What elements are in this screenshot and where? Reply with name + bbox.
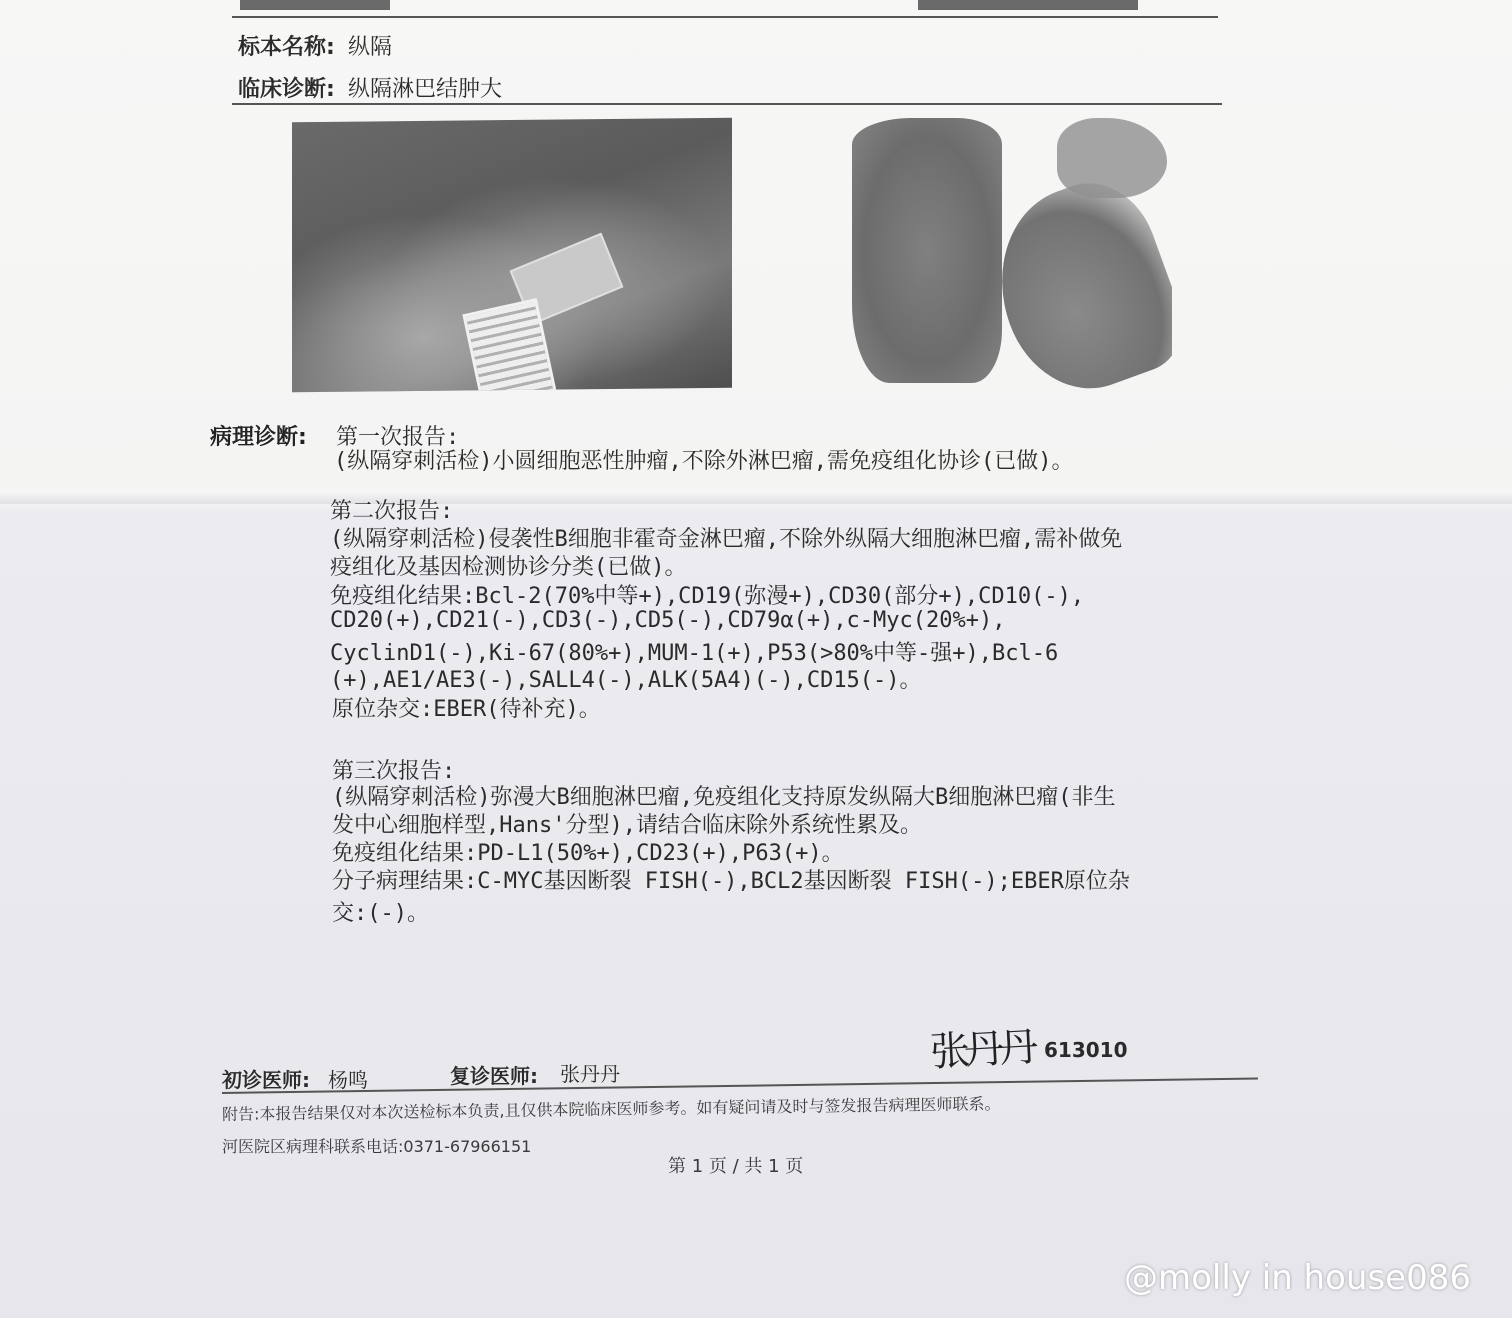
initial-doctor-name: 杨鸣 (328, 1068, 368, 1092)
header-rule-top (232, 16, 1218, 18)
tissue-fragment-photo (973, 166, 1172, 390)
report3-line: (纵隔穿刺活检)弥漫大B细胞淋巴瘤,免疫组化支持原发纵隔大B细胞淋巴瘤(非生 (332, 785, 1116, 810)
report2-line: 疫组化及基因检测协诊分类(已做)。 (330, 555, 687, 580)
report2-title: 第二次报告: (330, 499, 454, 524)
pathology-diagnosis-label: 病理诊断: (210, 425, 307, 450)
histology-photo (852, 118, 1172, 390)
handwritten-signature: 张丹丹 (929, 1024, 1034, 1076)
review-doctor-label: 复诊医师: (450, 1064, 538, 1088)
report1-title: 第一次报告: (336, 425, 460, 450)
review-doctor-name: 张丹丹 (560, 1062, 620, 1086)
specimen-label: 标本名称: (238, 35, 335, 60)
footer-contact: 河医院区病理科联系电话:0371-67966151 (222, 1137, 532, 1156)
report3-line: 交:(-)。 (332, 901, 429, 926)
initial-doctor-label: 初诊医师: (222, 1068, 310, 1092)
signature-code: 613010 (1044, 1038, 1128, 1062)
report3-line: 发中心细胞样型,Hans'分型),请结合临床除外系统性累及。 (332, 813, 922, 838)
specimen-value: 纵隔 (348, 35, 393, 60)
header-rule-bottom (232, 103, 1222, 105)
report1-line: (纵隔穿刺活检)小圆细胞恶性肿瘤,不除外淋巴瘤,需免疫组化协诊(已做)。 (334, 449, 1074, 474)
report2-line: (+),AE1/AE3(-),SALL4(-),ALK(5A4)(-),CD15(-)。 (330, 668, 922, 693)
paper-fold (0, 490, 1512, 504)
footer-disclaimer: 附告:本报告结果仅对本次送检标本负责,且仅供本院临床医师参考。如有疑问请及时与签发报告病理医师联系。 (221, 1094, 1001, 1124)
cutoff-header-right (918, 0, 1138, 10)
report2-line: CD20(+),CD21(-),CD3(-),CD5(-),CD79α(+),c-Myc(20%+), (330, 608, 1006, 633)
clinical-label: 临床诊断: (238, 77, 335, 102)
clinical-value: 纵隔淋巴结肿大 (348, 77, 503, 102)
tissue-section-photo (852, 118, 1002, 383)
report2-line: 原位杂交:EBER(待补充)。 (332, 697, 601, 722)
watermark: @molly in house086 (1124, 1258, 1471, 1298)
report2-line: 免疫组化结果:Bcl-2(70%中等+),CD19(弥漫+),CD30(部分+),CD10(-), (330, 584, 1085, 609)
report3-line: 免疫组化结果:PD-L1(50%+),CD23(+),P63(+)。 (332, 841, 844, 866)
page-number: 第 1 页 / 共 1 页 (668, 1156, 804, 1177)
report2-line: (纵隔穿刺活检)侵袭性B细胞非霍奇金淋巴瘤,不除外纵隔大细胞淋巴瘤,需补做免 (330, 527, 1123, 552)
specimen-slide-photo (292, 118, 732, 393)
report2-line: CyclinD1(-),Ki-67(80%+),MUM-1(+),P53(>80%中等-强+),Bcl-6 (330, 641, 1059, 666)
report3-title: 第三次报告: (332, 759, 456, 784)
cutoff-header-left (240, 0, 390, 10)
report3-line: 分子病理结果:C-MYC基因断裂 FISH(-),BCL2基因断裂 FISH(-);EBER原位杂 (332, 869, 1130, 894)
tissue-fragment-photo (1057, 118, 1167, 198)
